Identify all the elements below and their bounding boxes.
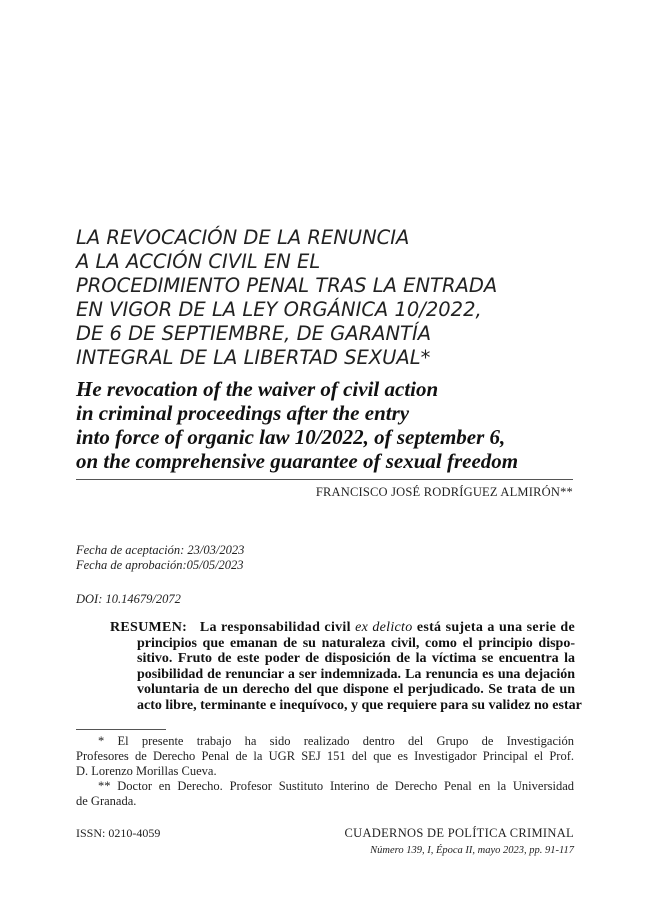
abstract-line: principios que emanan de su naturaleza civil, como el principio dispo- [137,635,575,651]
abstract [110,620,582,713]
footnotes [76,734,574,809]
abstract-line: posibilidad de renunciar a ser indemnizada. La renuncia es una dejación [137,666,575,682]
doi: DOI: 10.14679/2072 [76,592,181,606]
spanish-title-line: INTEGRAL DE LA LIBERTAD SEXUAL* [76,346,431,369]
issn: ISSN: 0210-4059 [76,826,161,840]
abstract-line: acto libre, terminante e inequívoco, y que requiere para su validez no estar [137,697,582,713]
acceptance-date: Fecha de aceptación: 23/03/2023 [76,543,245,557]
footnote-2-line: de Granada. [76,794,137,808]
abstract-label: RESUMEN: [110,620,188,635]
footnote-divider [76,729,166,730]
abstract-text: La responsabilidad civil [199,620,351,635]
footnote-1-line: * El presente trabajo ha sido realizado dentro del Grupo de Investigación [98,734,574,748]
abstract-first-line [110,620,575,636]
english-title-line: into force of organic law 10/2022, of september 6, [76,425,506,449]
footnote-1-line: D. Lorenzo Morillas Cueva. [76,764,217,778]
dates-block [76,543,244,572]
spanish-title-line: EN VIGOR DE LA LEY ORGÁNICA 10/2022, [76,298,482,321]
abstract-line: sitivo. Fruto de este poder de disposición de la víctima se encuentra la [137,651,575,666]
footnote-2-line: ** Doctor en Derecho. Profesor Sustituto Interino de Derecho Penal en la Universidad [98,779,574,793]
spanish-title-line: A LA ACCIÓN CIVIL EN EL [76,250,321,273]
spanish-title-line: LA REVOCACIÓN DE LA RENUNCIA [76,226,410,249]
english-title-line: on the comprehensive guarantee of sexual freedom [76,449,519,473]
spanish-title-line: DE 6 DE SEPTIEMBRE, DE GARANTÍA [76,322,432,345]
abstract-text: está sujeta a una serie de [416,620,575,635]
approval-date: Fecha de aprobación:05/05/2023 [76,557,244,572]
abstract-emphasis: ex delicto [355,620,413,635]
spanish-title [76,226,596,370]
issue-info: Número 139, I, Época II, mayo 2023, pp. 91-117 [370,845,574,856]
title-divider [76,479,573,480]
english-title [76,377,596,473]
footnote-1-line: Profesores de Derecho Penal de la UGR SEJ 151 del que es Investigador Principal el Prof. [76,749,574,763]
journal-name: CUADERNOS DE POLÍTICA CRIMINAL [344,826,574,840]
author-name: FRANCISCO JOSÉ RODRÍGUEZ ALMIRÓN** [315,485,573,499]
english-title-line: He revocation of the waiver of civil action [76,377,439,401]
english-title-line: in criminal proceedings after the entry [76,401,410,425]
abstract-line: voluntaria de un derecho del que dispone el perjudicado. Se trata de un [137,682,575,697]
journal-footer [345,826,575,856]
spanish-title-line: PROCEDIMIENTO PENAL TRAS LA ENTRADA [76,274,498,297]
